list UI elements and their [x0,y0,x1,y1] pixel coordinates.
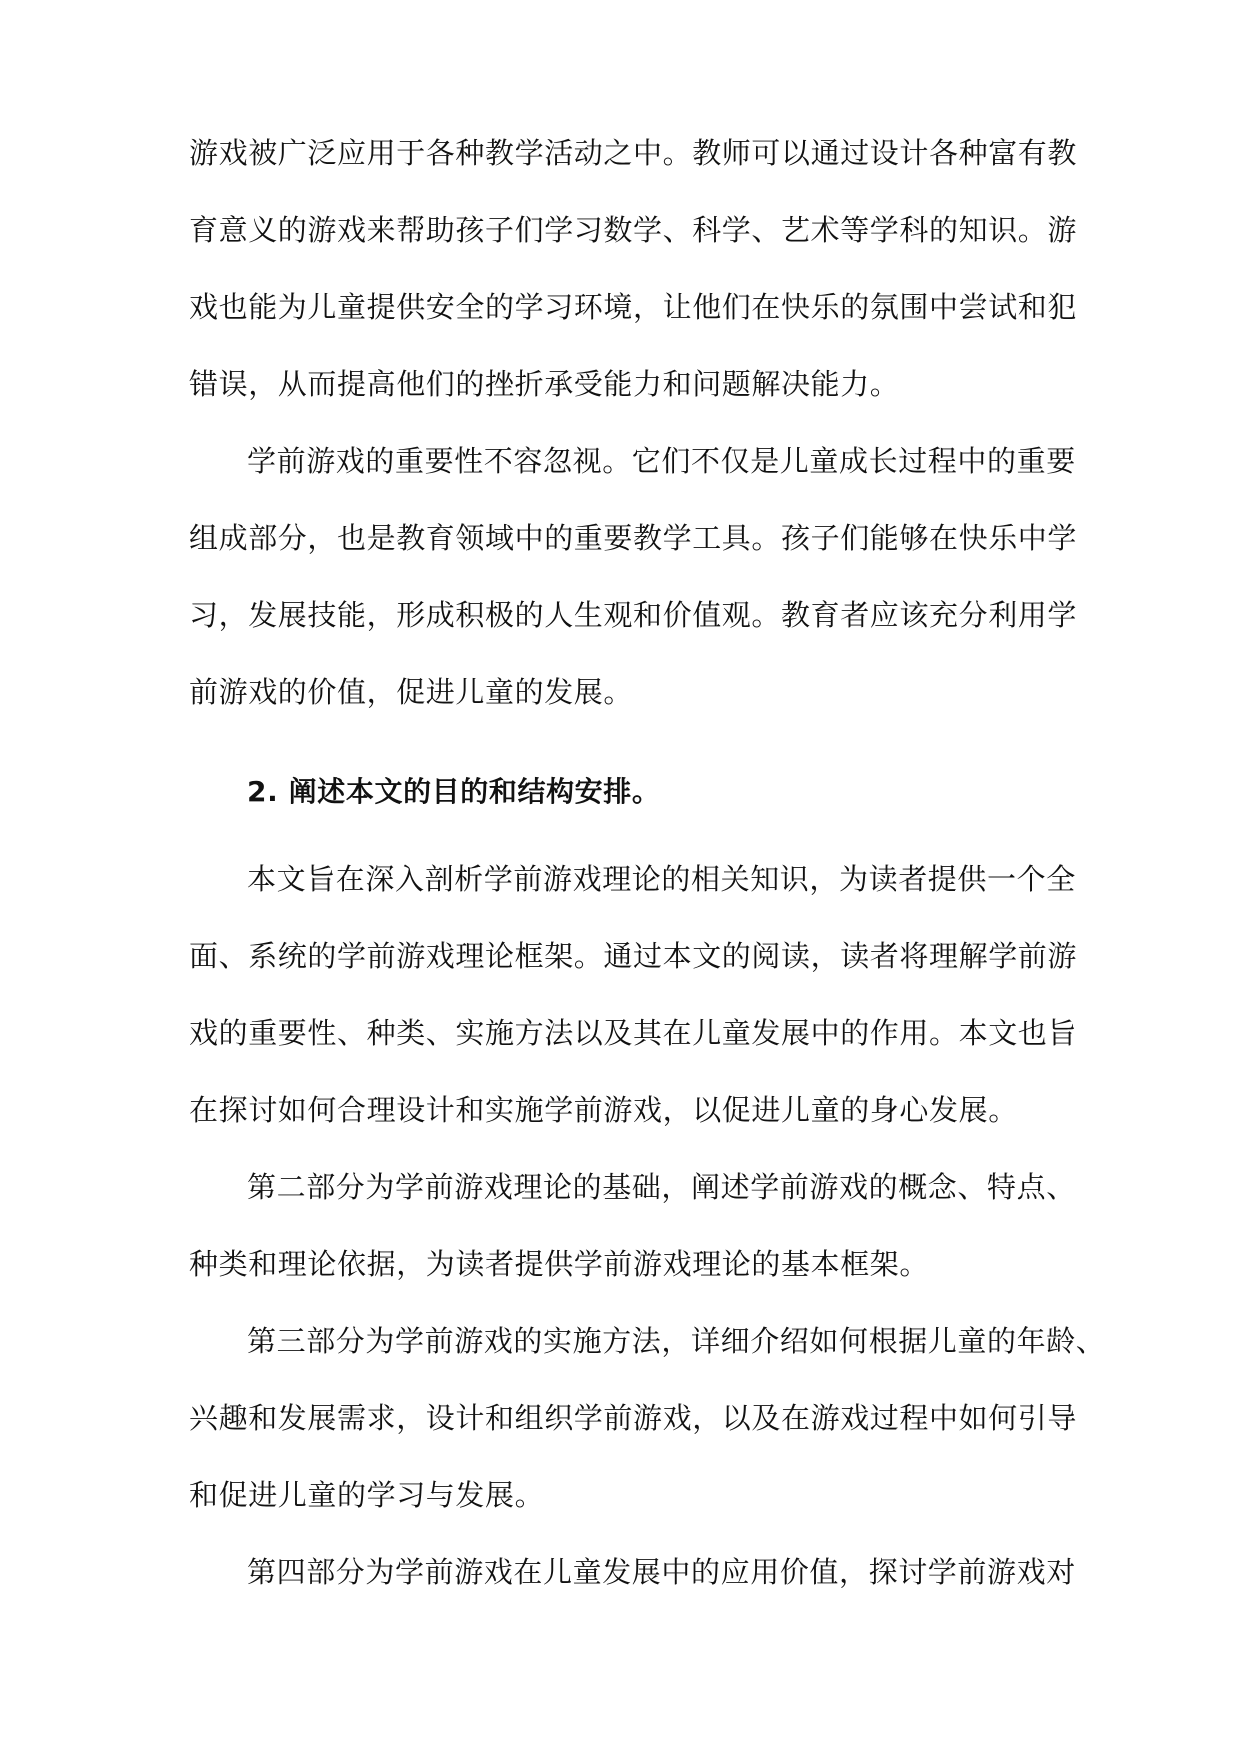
paragraph-2-line-4: 前游戏的价值，促进儿童的发展。 [189,675,634,709]
paragraph-2-line-2: 组成部分，也是教育领域中的重要教学工具。孩子们能够在快乐中学 [189,521,1078,555]
paragraph-6-line-1: 第四部分为学前游戏在儿童发展中的应用价值，探讨学前游戏对 [247,1555,1076,1589]
paragraph-5-line-2: 兴趣和发展需求，设计和组织学前游戏，以及在游戏过程中如何引导 [189,1401,1078,1435]
paragraph-1-line-4: 错误，从而提高他们的挫折承受能力和问题解决能力。 [189,367,900,401]
paragraph-1-line-2: 育意义的游戏来帮助孩子们学习数学、科学、艺术等学科的知识。游 [189,213,1078,247]
paragraph-1-line-1: 游戏被广泛应用于各种教学活动之中。教师可以通过设计各种富有教 [189,136,1078,170]
paragraph-4-line-2: 种类和理论依据，为读者提供学前游戏理论的基本框架。 [189,1247,930,1281]
paragraph-4-line-1: 第二部分为学前游戏理论的基础，阐述学前游戏的概念、特点、 [247,1170,1076,1204]
paragraph-3-line-4: 在探讨如何合理设计和实施学前游戏，以促进儿童的身心发展。 [189,1093,1018,1127]
paragraph-2-line-1: 学前游戏的重要性不容忽视。它们不仅是儿童成长过程中的重要 [247,444,1076,478]
paragraph-1-line-3: 戏也能为儿童提供安全的学习环境，让他们在快乐的氛围中尝试和犯 [189,290,1078,324]
paragraph-3-line-3: 戏的重要性、种类、实施方法以及其在儿童发展中的作用。本文也旨 [189,1016,1078,1050]
paragraph-3-line-2: 面、系统的学前游戏理论框架。通过本文的阅读，读者将理解学前游 [189,939,1078,973]
section-heading: 2. 阐述本文的目的和结构安排。 [247,775,661,808]
paragraph-3-line-1: 本文旨在深入剖析学前游戏理论的相关知识，为读者提供一个全 [247,862,1076,896]
paragraph-5-line-1: 第三部分为学前游戏的实施方法，详细介绍如何根据儿童的年龄、 [247,1324,1106,1358]
paragraph-2-line-3: 习，发展技能，形成积极的人生观和价值观。教育者应该充分利用学 [189,598,1078,632]
paragraph-5-line-3: 和促进儿童的学习与发展。 [189,1478,545,1512]
